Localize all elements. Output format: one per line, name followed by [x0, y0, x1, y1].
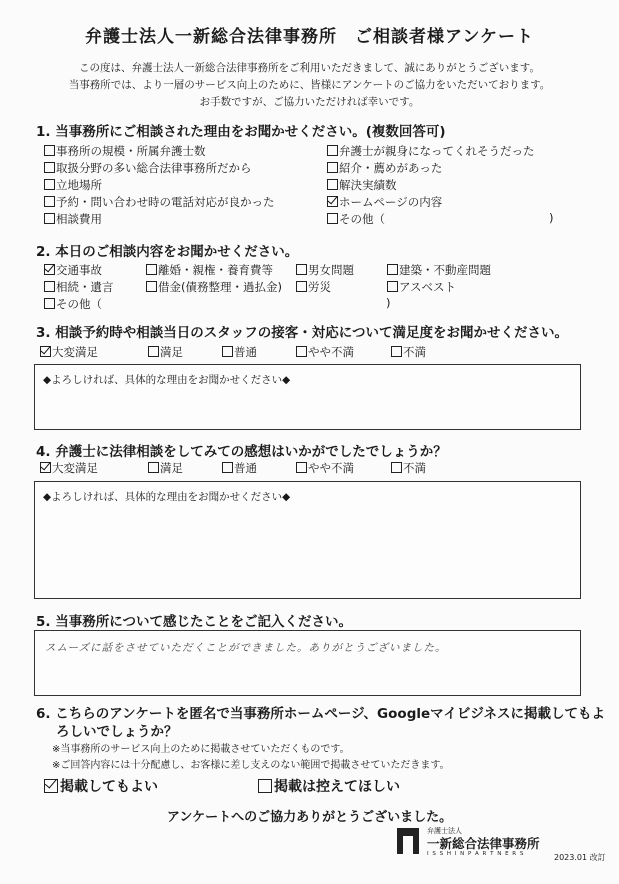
q4-option[interactable]: やや不満 [296, 460, 354, 476]
q2-option[interactable]: 借金(債務整理・過払金) [146, 279, 282, 295]
checkbox[interactable] [44, 145, 55, 156]
survey-title: 弁護士法人一新総合法律事務所 ご相談者様アンケート [85, 27, 534, 47]
q1-option[interactable]: 取扱分野の多い総合法律事務所だから [44, 160, 252, 176]
q2-option[interactable]: 相続・遺言 [44, 279, 114, 295]
q5-answer-box[interactable] [34, 630, 581, 696]
checkbox[interactable] [44, 179, 55, 190]
question-5-heading: 5. 当事務所について感じたことをご記入ください。 [36, 614, 352, 630]
thanks-message: アンケートへのご協力ありがとうございました。 [166, 810, 453, 825]
q3-option[interactable]: 大変満足 [40, 344, 98, 360]
checkbox[interactable] [387, 281, 398, 292]
q2-option-other[interactable]: その他（ [44, 296, 102, 312]
intro-line: この度は、弁護士法人一新総合法律事務所をご利用いただきまして、誠にありがとうございます。 [79, 62, 540, 74]
checkbox[interactable] [391, 462, 402, 473]
checkbox[interactable] [44, 162, 55, 173]
question-2-heading: 2. 本日のご相談内容をお聞かせください。 [36, 244, 299, 260]
close-paren: ) [386, 296, 391, 310]
q1-option[interactable]: 立地場所 [44, 177, 102, 193]
question-1-heading: 1. 当事務所にご相談された理由をお聞かせください。(複数回答可) [36, 124, 446, 140]
checkbox[interactable] [222, 346, 233, 357]
q2-option[interactable]: アスベスト [387, 279, 456, 295]
q6-option-allow[interactable]: 掲載してもよい [44, 776, 158, 796]
q2-option[interactable]: 建築・不動産問題 [387, 262, 491, 278]
q2-option[interactable]: 離婚・親権・養育費等 [146, 262, 273, 278]
q2-option[interactable]: 男女問題 [296, 262, 354, 278]
question-3-heading: 3. 相談予約時や相談当日のスタッフの接客・対応について満足度をお聞かせください。 [36, 325, 568, 341]
comment-label: ◆よろしければ、具体的な理由をお聞かせください◆ [43, 491, 291, 503]
q1-option[interactable]: 解決実績数 [327, 177, 397, 193]
checkbox-checked[interactable] [44, 779, 58, 793]
checkbox[interactable] [296, 281, 307, 292]
note: ※当事務所のサービス向上のために掲載させていただくものです。 [52, 744, 350, 755]
checkbox[interactable] [146, 281, 157, 292]
checkbox-checked[interactable] [44, 264, 55, 275]
q4-option[interactable]: 大変満足 [40, 460, 98, 476]
checkbox[interactable] [44, 281, 55, 292]
checkbox[interactable] [387, 264, 398, 275]
checkbox-checked[interactable] [40, 462, 51, 473]
intro-line: お手数ですが、ご協力いただければ幸いです。 [199, 96, 420, 108]
intro-line: 当事務所では、より一層のサービス向上のために、皆様にアンケートのご協力をいただいております。 [68, 79, 551, 91]
q3-option[interactable]: 不満 [391, 344, 426, 360]
checkbox[interactable] [327, 162, 338, 173]
q2-option[interactable]: 交通事故 [44, 262, 102, 278]
q1-option-other[interactable]: その他（ [327, 211, 385, 227]
logo-subtext: I S S H I N P A R T N E R S [427, 851, 525, 857]
q6-option-decline[interactable]: 掲載は控えてほしい [258, 776, 400, 796]
checkbox[interactable] [327, 213, 338, 224]
close-paren: ) [549, 211, 554, 225]
checkbox[interactable] [146, 264, 157, 275]
checkbox[interactable] [296, 264, 307, 275]
comment-label: ◆よろしければ、具体的な理由をお聞かせください◆ [43, 374, 291, 386]
note: ※ご回答内容には十分配慮し、お客様に差し支えのない範囲で掲載させていただきます。 [52, 760, 450, 771]
checkbox[interactable] [222, 462, 233, 473]
q1-option[interactable]: 事務所の規模・所属弁護士数 [44, 143, 206, 159]
checkbox-checked[interactable] [40, 346, 51, 357]
logo-firm-name: 一新総合法律事務所 [427, 836, 540, 851]
checkbox[interactable] [296, 346, 307, 357]
q1-option[interactable]: 予約・問い合わせ時の電話対応が良かった [44, 194, 275, 210]
q1-option[interactable]: ホームページの内容 [327, 194, 442, 210]
handwritten-answer: スムーズに話をさせていただくことができました。ありがとうございました。 [45, 642, 447, 654]
firm-logo-icon [397, 828, 419, 854]
question-6-heading-cont: ろしいでしょうか？ [56, 724, 178, 740]
checkbox[interactable] [44, 298, 55, 309]
q3-option[interactable]: やや不満 [296, 344, 354, 360]
q4-option[interactable]: 普通 [222, 460, 257, 476]
q4-option[interactable]: 満足 [148, 460, 183, 476]
question-6-heading: 6. こちらのアンケートを匿名で当事務所ホームページ、Googleマイビジネスに掲載してもよ [36, 706, 605, 722]
q3-option[interactable]: 満足 [148, 344, 183, 360]
checkbox[interactable] [44, 196, 55, 207]
q4-option[interactable]: 不満 [391, 460, 426, 476]
revision-date: 2023.01 改訂 [554, 853, 606, 862]
q1-option[interactable]: 相談費用 [44, 211, 102, 227]
checkbox[interactable] [258, 779, 272, 793]
q1-option[interactable]: 紹介・薦めがあった [327, 160, 442, 176]
logo-small-text: 弁護士法人 [427, 827, 462, 835]
question-4-heading: 4. 弁護士に法律相談をしてみての感想はいかがでしたでしょうか？ [36, 444, 447, 460]
q3-option[interactable]: 普通 [222, 344, 257, 360]
q3-comment-box[interactable] [34, 364, 581, 430]
checkbox-checked[interactable] [327, 196, 338, 207]
checkbox[interactable] [44, 213, 55, 224]
checkbox[interactable] [391, 346, 402, 357]
checkbox[interactable] [148, 346, 159, 357]
q2-option[interactable]: 労災 [296, 279, 331, 295]
checkbox[interactable] [327, 179, 338, 190]
q1-option[interactable]: 弁護士が親身になってくれそうだった [327, 143, 535, 159]
checkbox[interactable] [327, 145, 338, 156]
checkbox[interactable] [148, 462, 159, 473]
q4-comment-box[interactable] [34, 481, 581, 599]
checkbox[interactable] [296, 462, 307, 473]
